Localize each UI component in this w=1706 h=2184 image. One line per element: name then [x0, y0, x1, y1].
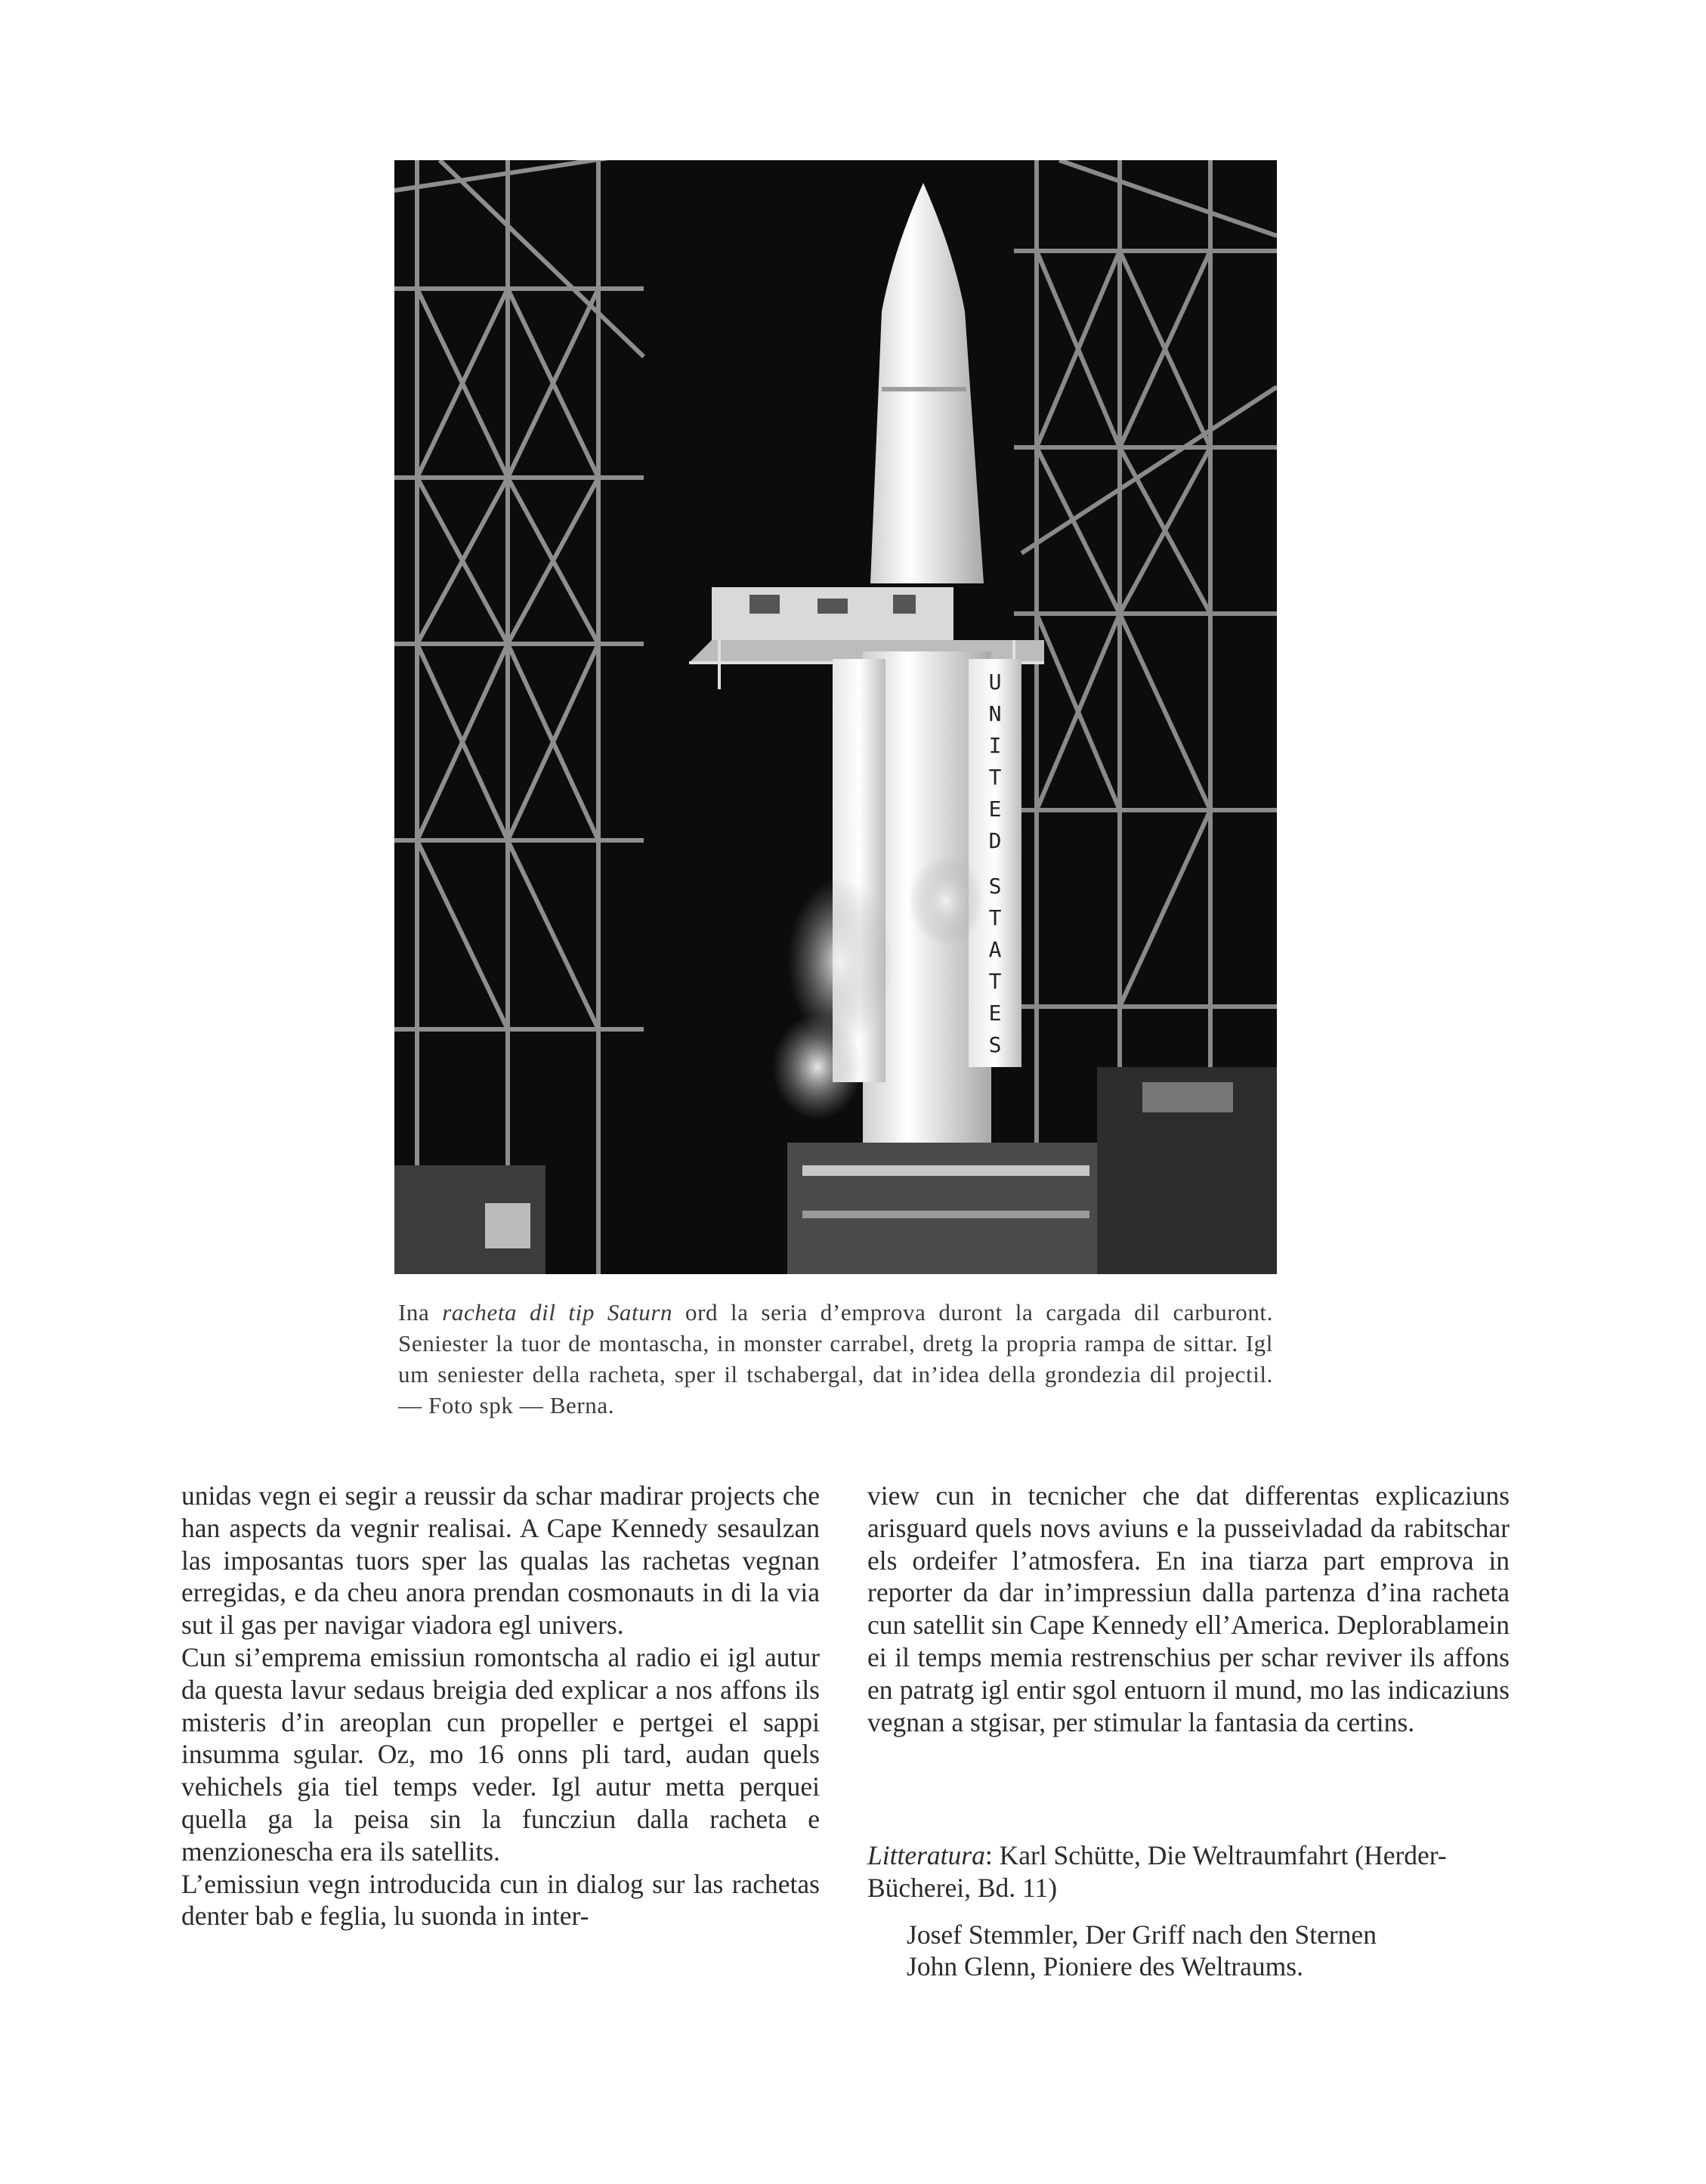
paragraph: L’emissiun vegn introducida cun in dialog sur las rachetas denter bab e feglia, lu suonda in inter-: [181, 1868, 820, 1932]
svg-text:T: T: [988, 969, 1002, 994]
svg-text:D: D: [988, 828, 1002, 853]
paragraph: Cun si’emprema emissiun romontscha al radio ei igl autur da questa lavur sedaus breigia ded explicar a nos affons ils misteris d’in areoplan cun propeller e pertgei el sappi insumma sgular. Oz, mo 16 onns pli tard, audan quels vehichels gia tiel temps veder. Igl autur metta perquei quella ga la peisa sin la funcziun dalla racheta e menzionescha era ils satellits.: [181, 1641, 820, 1867]
literature-first: [867, 1839, 1510, 1904]
text-column-right: [867, 1480, 1510, 1738]
literature-label: Litteratura: [867, 1840, 985, 1870]
caption-text: ord la seria d’emprova duront la cargada dil carburont. Seniester la tuor de montascha, in monster carrabel, dretg la propria rampa de sittar. Igl um seniester della racheta, sper il tschabergal, dat in’idea della grondezia dil projectil. — Foto spk — Berna.: [398, 1299, 1273, 1418]
svg-text:A: A: [988, 937, 1002, 962]
literature-first-ref: : Karl Schütte, Die Weltraumfahrt (Herder-Bücherei, Bd. 11): [867, 1840, 1447, 1903]
svg-text:N: N: [988, 701, 1002, 726]
literature-refs: [867, 1919, 1510, 1984]
svg-text:S: S: [988, 1032, 1002, 1057]
caption-emphasis: racheta dil tip Saturn: [442, 1299, 673, 1326]
literature-ref: John Glenn, Pioniere des Weltraums.: [907, 1951, 1303, 1982]
text-column-left: [181, 1480, 820, 1932]
svg-text:T: T: [988, 765, 1002, 790]
svg-text:U: U: [988, 670, 1002, 694]
paragraph: unidas vegn ei segir a reussir da schar madirar projects che han aspects da vegnir realisai. A Cape Kennedy sesaulzan las imposantas tuors sper las qualas las rachetas vegnan erregidas, e da cheu anora prendan cosmonauts in di la via sut il gas per navigar viadora egl univers.: [181, 1480, 820, 1641]
caption-lead: Ina: [398, 1299, 430, 1326]
svg-text:T: T: [988, 905, 1002, 930]
photo-caption: [398, 1297, 1273, 1421]
literature-section: [867, 1839, 1510, 1983]
paragraph: view cun in tecnicher che dat differentas explicaziuns arisguard quels novs aviuns e la pusseivladad da rabitschar els ordeifer l’atmosfera. En ina tiarza part emprova in reporter da dar in’impressiun dalla partenza d’ina racheta cun satellit sin Cape Kennedy ell’America. Deplorablamein ei il temps memia restrenschius per schar reviver ils affons en patratg igl entir sgol entuorn il mund, mo las indicaziuns vegnan a stgisar, per stimular la fantasia da certins.: [867, 1480, 1510, 1737]
rocket-photo: [394, 160, 1277, 1274]
svg-text:E: E: [988, 1001, 1002, 1025]
literature-ref: Josef Stemmler, Der Griff nach den Sternen: [907, 1919, 1377, 1950]
svg-text:S: S: [988, 874, 1002, 899]
svg-text:I: I: [988, 733, 1002, 758]
svg-text:E: E: [988, 797, 1002, 821]
